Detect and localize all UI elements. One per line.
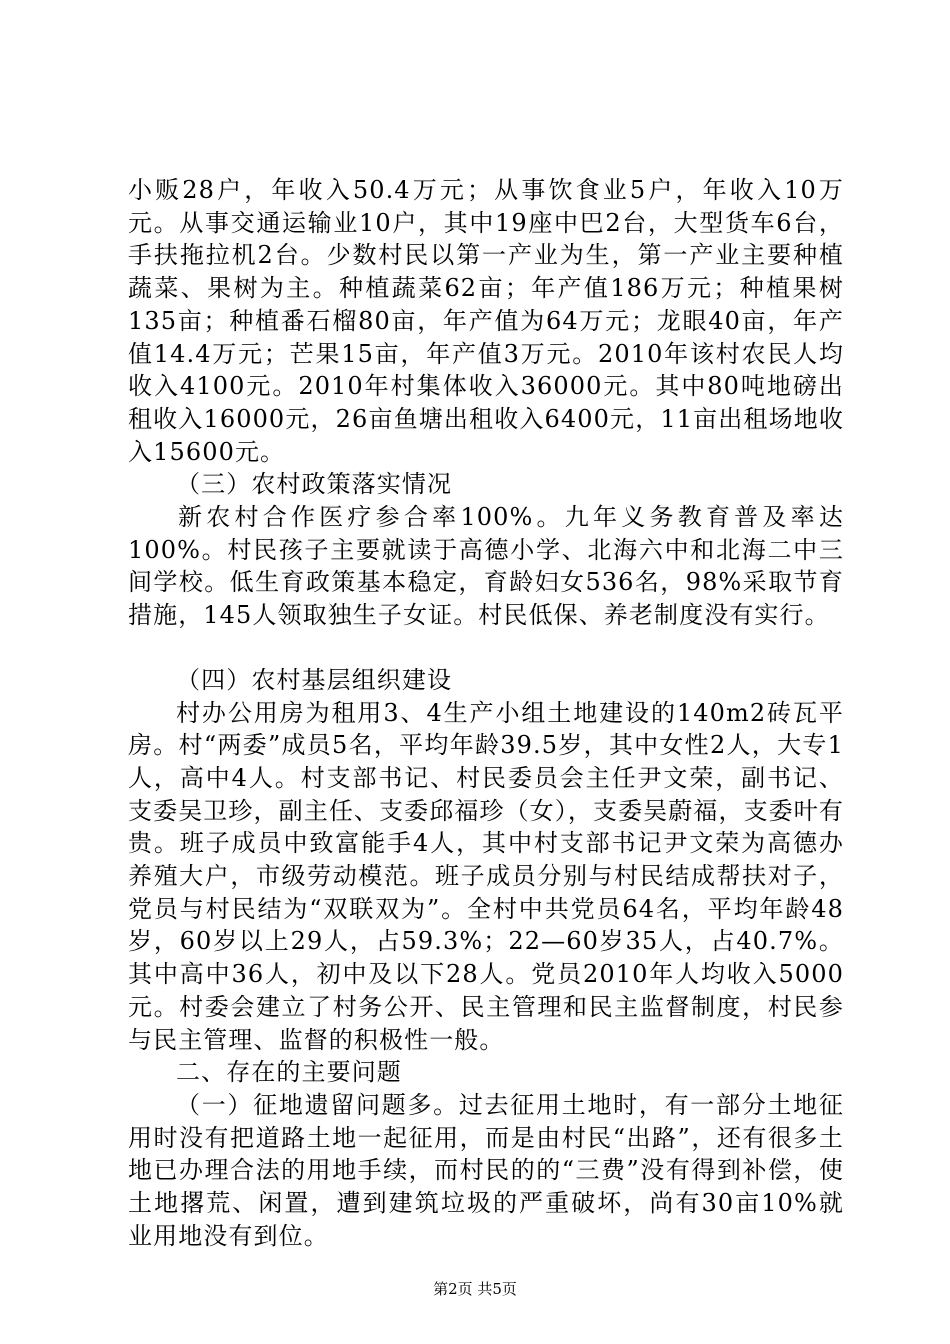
paragraph-policy: 新农村合作医疗参合率100%。九年义务教育普及率达100%。村民孩子主要就读于高德小学、北海六中和北海二中三间学校。低生育政策基本稳定，育龄妇女536名，98%采取节育措施，145人领取独生子女证。村民低保、养老制度没有实行。 xyxy=(128,503,844,630)
section-heading-organization: （四）农村基层组织建设 xyxy=(176,665,453,694)
paragraph-spacer xyxy=(128,632,844,664)
paragraph-land-problem: （一）征地遗留问题多。过去征用土地时，有一部分土地征用时没有把道路土地一起征用，而是由村民“出路”，还有很多土地已办理合法的用地手续，而村民的的“三费”没有得到补偿，使土地撂荒、闲置，遭到建筑垃圾的严重破坏，尚有30亩10%就业用地没有到位。 xyxy=(128,1090,844,1250)
page-number-footer: 第2页 共5页 xyxy=(433,1280,517,1298)
paragraph-organization: 村办公用房为租用3、4生产小组土地建设的140m2砖瓦平房。村“两委”成员5名，平均年龄39.5岁，其中女性2人，大专1人，高中4人。村支部书记、村民委员会主任尹文荣，副书记、支委吴卫珍，副主任、支委邱福珍（女），支委吴蔚福，支委叶有贵。班子成员中致富能手4人，其中村支部书记尹文荣为高德办养殖大户，市级劳动模范。班子成员分别与村民结成帮扶对子，党员与村民结为“双联双为”。全村中共党员64名，平均年龄48岁，60岁以上29人，占59.3%；22—60岁35人，占40.7%。其中高中36人，初中及以下28人。党员2010年人均收入5000元。村委会建立了村务公开、民主管理和民主监督制度，村民参与民主管理、监督的积极性一般。 xyxy=(128,698,844,1054)
section-heading-problems: 二、存在的主要问题 xyxy=(176,1058,402,1087)
paragraph-income-details: 小贩28户，年收入50.4万元；从事饮食业5户，年收入10万元。从事交通运输业10户，其中19座中巴2台，大型货车6台，手扶拖拉机2台。少数村民以第一产业为生，第一产业主要种植蔬菜、果树为主。种植蔬菜62亩；年产值186万元；种植果树135亩；种植番石榴80亩，年产值为64万元；龙眼40亩，年产值14.4万元；芒果15亩，年产值3万元。2010年该村农民人均收入4100元。2010年村集体收入36000元。其中80吨地磅出租收入16000元，26亩鱼塘出租收入6400元，11亩出租场地收入15600元。 xyxy=(128,176,844,466)
document-body xyxy=(128,174,844,1253)
section-heading-policy: （三）农村政策落实情况 xyxy=(176,470,453,499)
